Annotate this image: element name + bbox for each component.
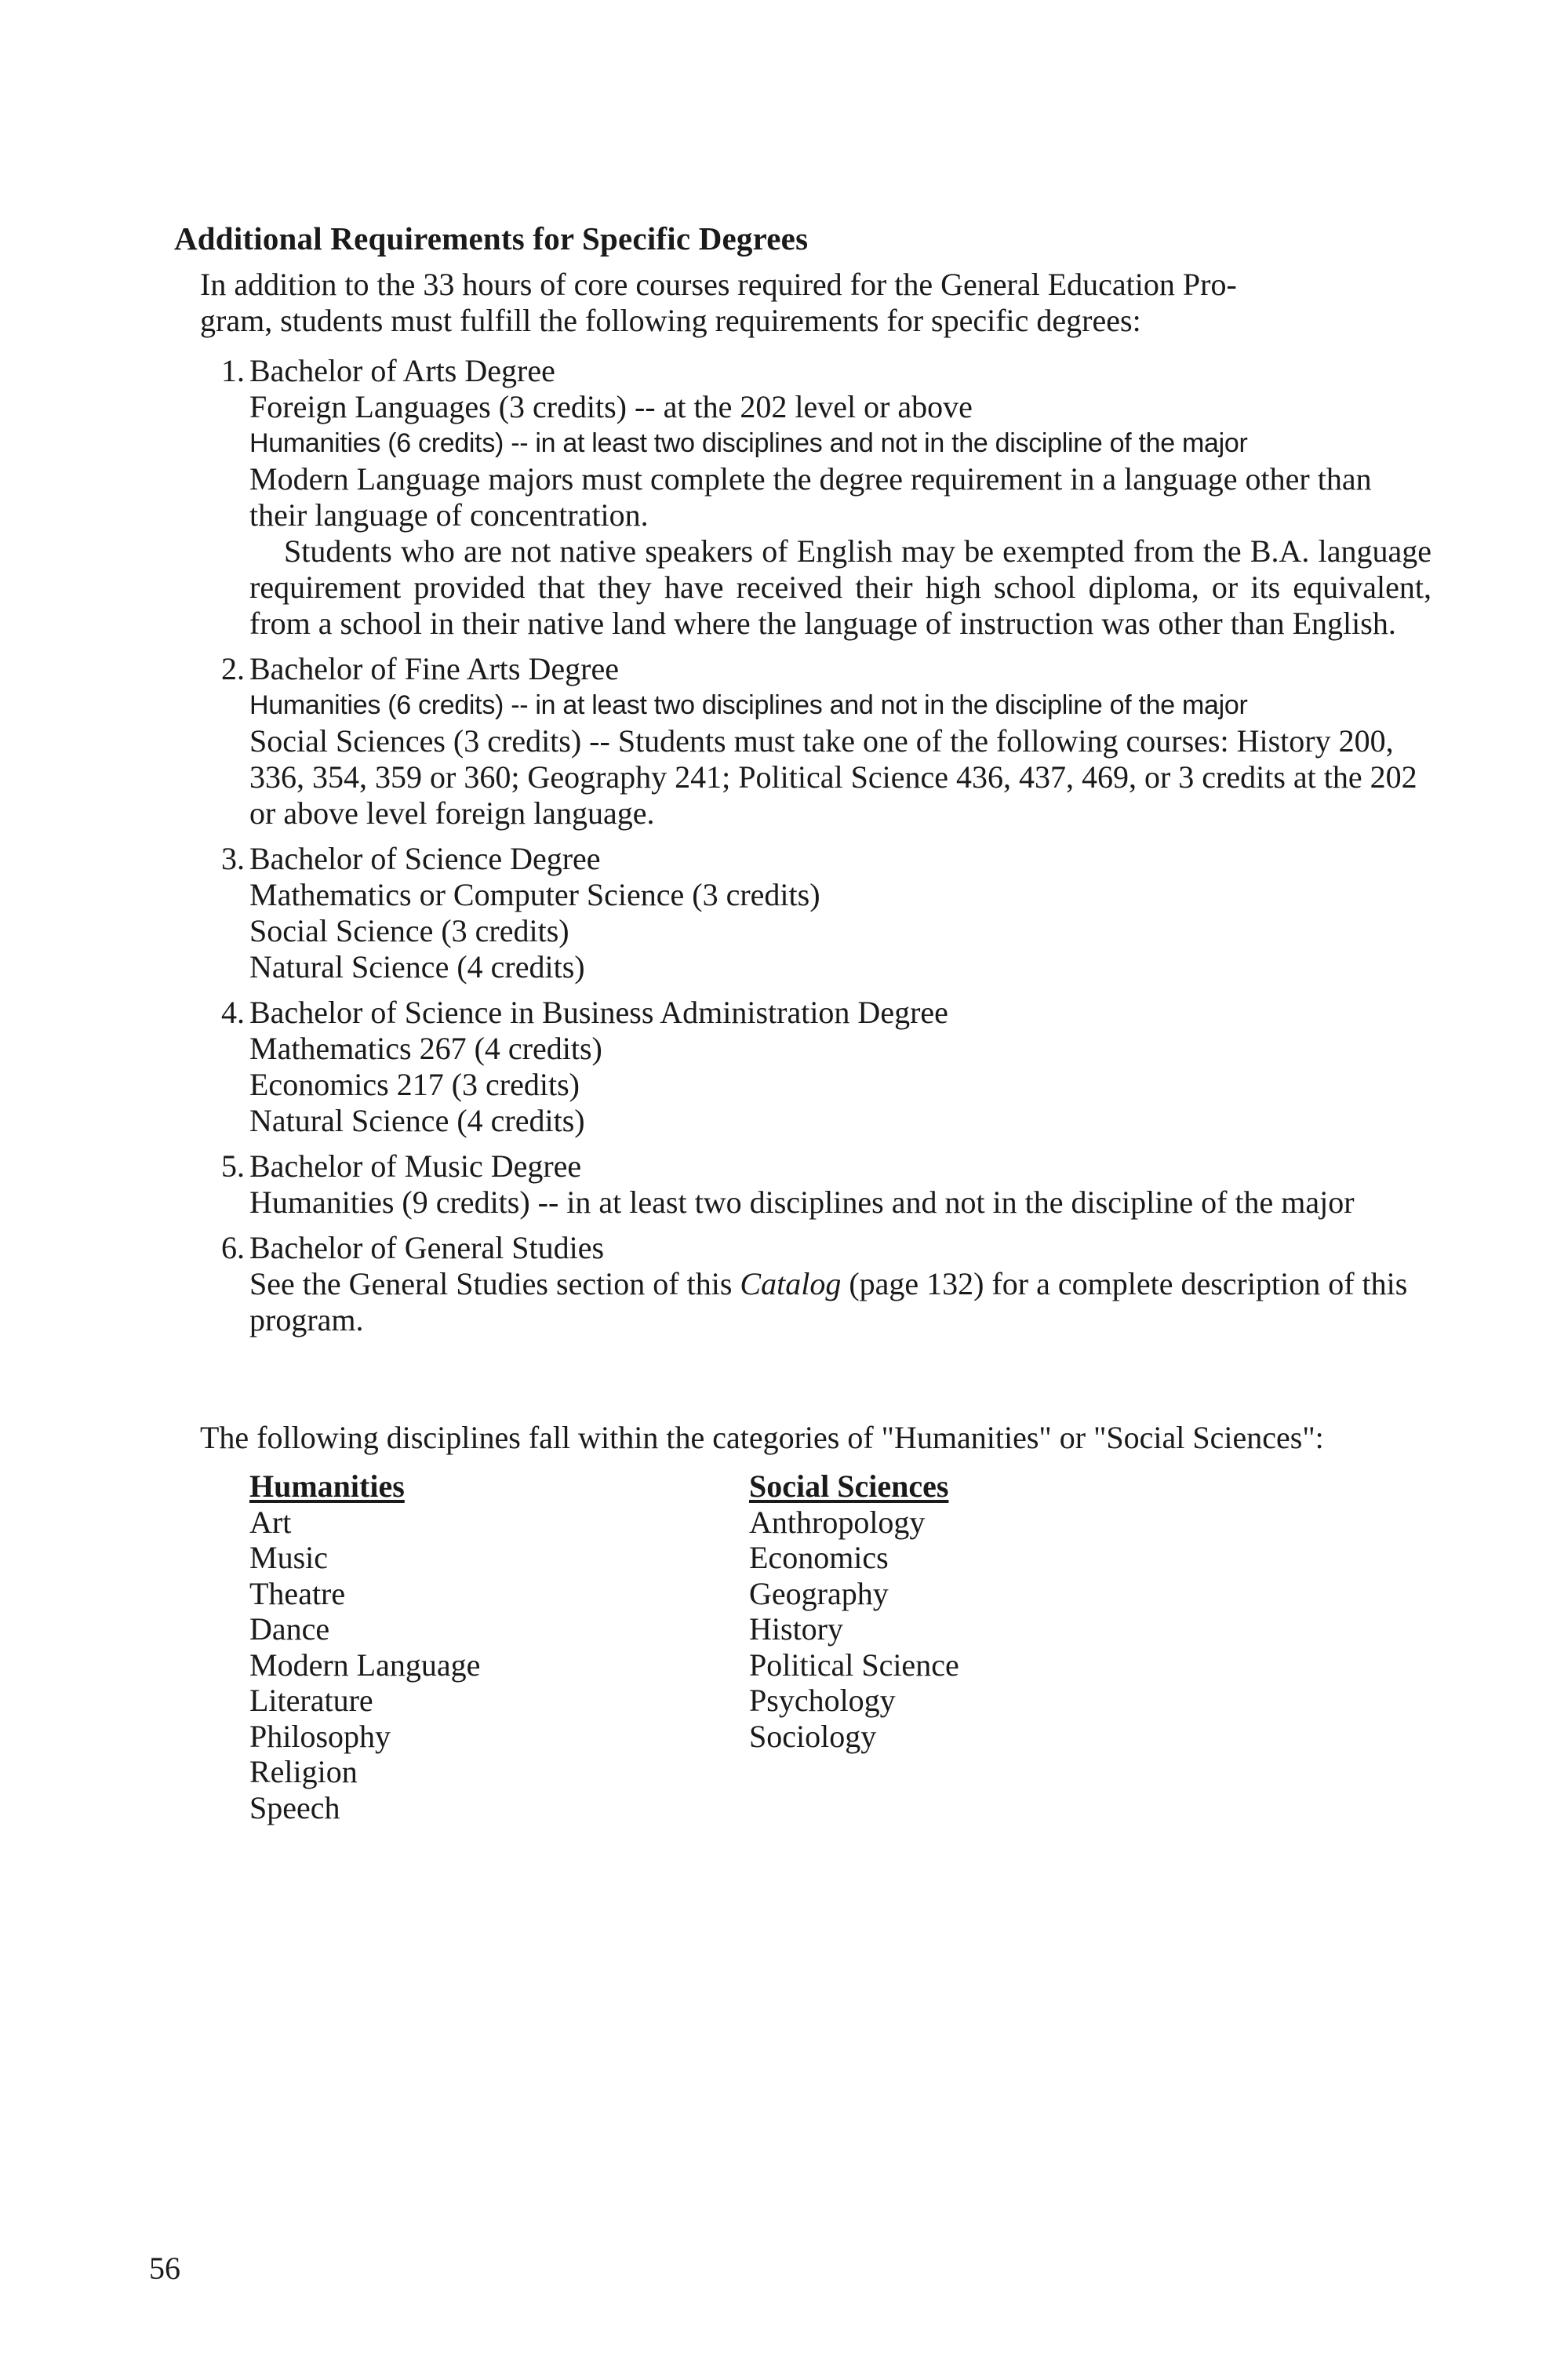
list-item: Modern Language — [249, 1647, 481, 1683]
intro-paragraph — [200, 267, 1431, 339]
description-text: (page 132) for a complete description of this program. — [249, 1266, 1408, 1337]
list-item: Dance — [249, 1611, 330, 1647]
degree-requirement: Humanities (6 credits) -- in at least two disciplines and not in the discipline of the major — [249, 428, 1248, 458]
degree-number: 5. — [221, 1148, 245, 1184]
degree-title: Bachelor of General Studies — [249, 1230, 605, 1265]
degree-item-bgs — [200, 1230, 1431, 1338]
list-item: Art — [249, 1504, 292, 1540]
degree-title: Bachelor of Science in Business Administration Degree — [249, 995, 948, 1030]
degree-number: 4. — [221, 995, 245, 1030]
degree-requirement: Social Sciences (3 credits) -- Students must take one of the following courses: History 200, 336, 354, 359 or 360; Geography 241; Political Science 436, 437, 469, or 3 credits at the 202 or above level foreign language. — [249, 723, 1417, 831]
list-item: Speech — [249, 1789, 340, 1825]
list-item: Anthropology — [749, 1504, 926, 1540]
degree-requirement: Humanities (9 credits) -- in at least two disciplines and not in the discipline of the major — [249, 1185, 1355, 1220]
list-item: Psychology — [749, 1683, 896, 1718]
social-sciences-list — [749, 1468, 959, 1754]
intro-line-1: In addition to the 33 hours of core courses required for the General Education Pro- — [200, 267, 1237, 302]
degree-requirement: Natural Science (4 credits) — [249, 1103, 585, 1138]
social-sciences-heading: Social Sciences — [749, 1468, 949, 1504]
degree-title: Bachelor of Arts Degree — [249, 353, 555, 388]
degree-item-bsba — [200, 995, 1431, 1139]
degree-requirement: Social Science (3 credits) — [249, 913, 569, 948]
degree-note: Students who are not native speakers of English may be exempted from the B.A. language requirement provided that they have received their high school diploma, or its equivalent, from a school in their native land where the language of instruction was other than English. — [249, 533, 1431, 641]
list-item: Music — [249, 1540, 328, 1575]
degree-requirement: Foreign Languages (3 credits) -- at the 202 level or above — [249, 389, 973, 424]
catalog-reference: Catalog — [740, 1266, 842, 1301]
list-item: Geography — [749, 1575, 889, 1611]
categories-intro: The following disciplines fall within the categories of "Humanities" or "Social Sciences": — [200, 1420, 1324, 1455]
degree-number: 1. — [221, 353, 245, 388]
list-item: Theatre — [249, 1575, 346, 1611]
degree-requirement: Economics 217 (3 credits) — [249, 1067, 580, 1102]
degree-number: 6. — [221, 1230, 245, 1265]
degree-title: Bachelor of Fine Arts Degree — [249, 651, 619, 686]
degree-item-bfa — [200, 651, 1431, 832]
degree-description — [249, 1266, 1431, 1338]
degree-requirements-list — [200, 353, 1431, 1348]
degree-requirement: Modern Language majors must complete the degree requirement in a language other than their language of concentration. — [249, 461, 1372, 533]
humanities-list — [249, 1468, 480, 1825]
list-item: Sociology — [749, 1718, 877, 1754]
degree-title: Bachelor of Music Degree — [249, 1148, 582, 1184]
degree-item-ba — [200, 353, 1431, 642]
section-heading: Additional Requirements for Specific Degrees — [174, 220, 809, 257]
degree-requirement: Natural Science (4 credits) — [249, 949, 585, 984]
list-item: Philosophy — [249, 1718, 391, 1754]
degree-item-bm — [200, 1148, 1431, 1221]
description-text: See the General Studies section of this — [249, 1266, 740, 1301]
humanities-heading: Humanities — [249, 1468, 405, 1504]
intro-line-2: gram, students must fulfill the following requirements for specific degrees: — [200, 303, 1141, 338]
page-number: 56 — [149, 2251, 180, 2286]
degree-requirement: Mathematics or Computer Science (3 credits) — [249, 877, 820, 912]
degree-number: 3. — [221, 841, 245, 876]
list-item: Political Science — [749, 1647, 959, 1683]
degree-requirement: Humanities (6 credits) -- in at least two disciplines and not in the discipline of the major — [249, 690, 1248, 720]
list-item: History — [749, 1611, 843, 1647]
degree-title: Bachelor of Science Degree — [249, 841, 601, 876]
list-item: Religion — [249, 1754, 358, 1789]
degree-number: 2. — [221, 651, 245, 686]
degree-item-bs — [200, 841, 1431, 985]
list-item: Literature — [249, 1683, 373, 1718]
degree-requirement: Mathematics 267 (4 credits) — [249, 1031, 602, 1066]
list-item: Economics — [749, 1540, 889, 1575]
